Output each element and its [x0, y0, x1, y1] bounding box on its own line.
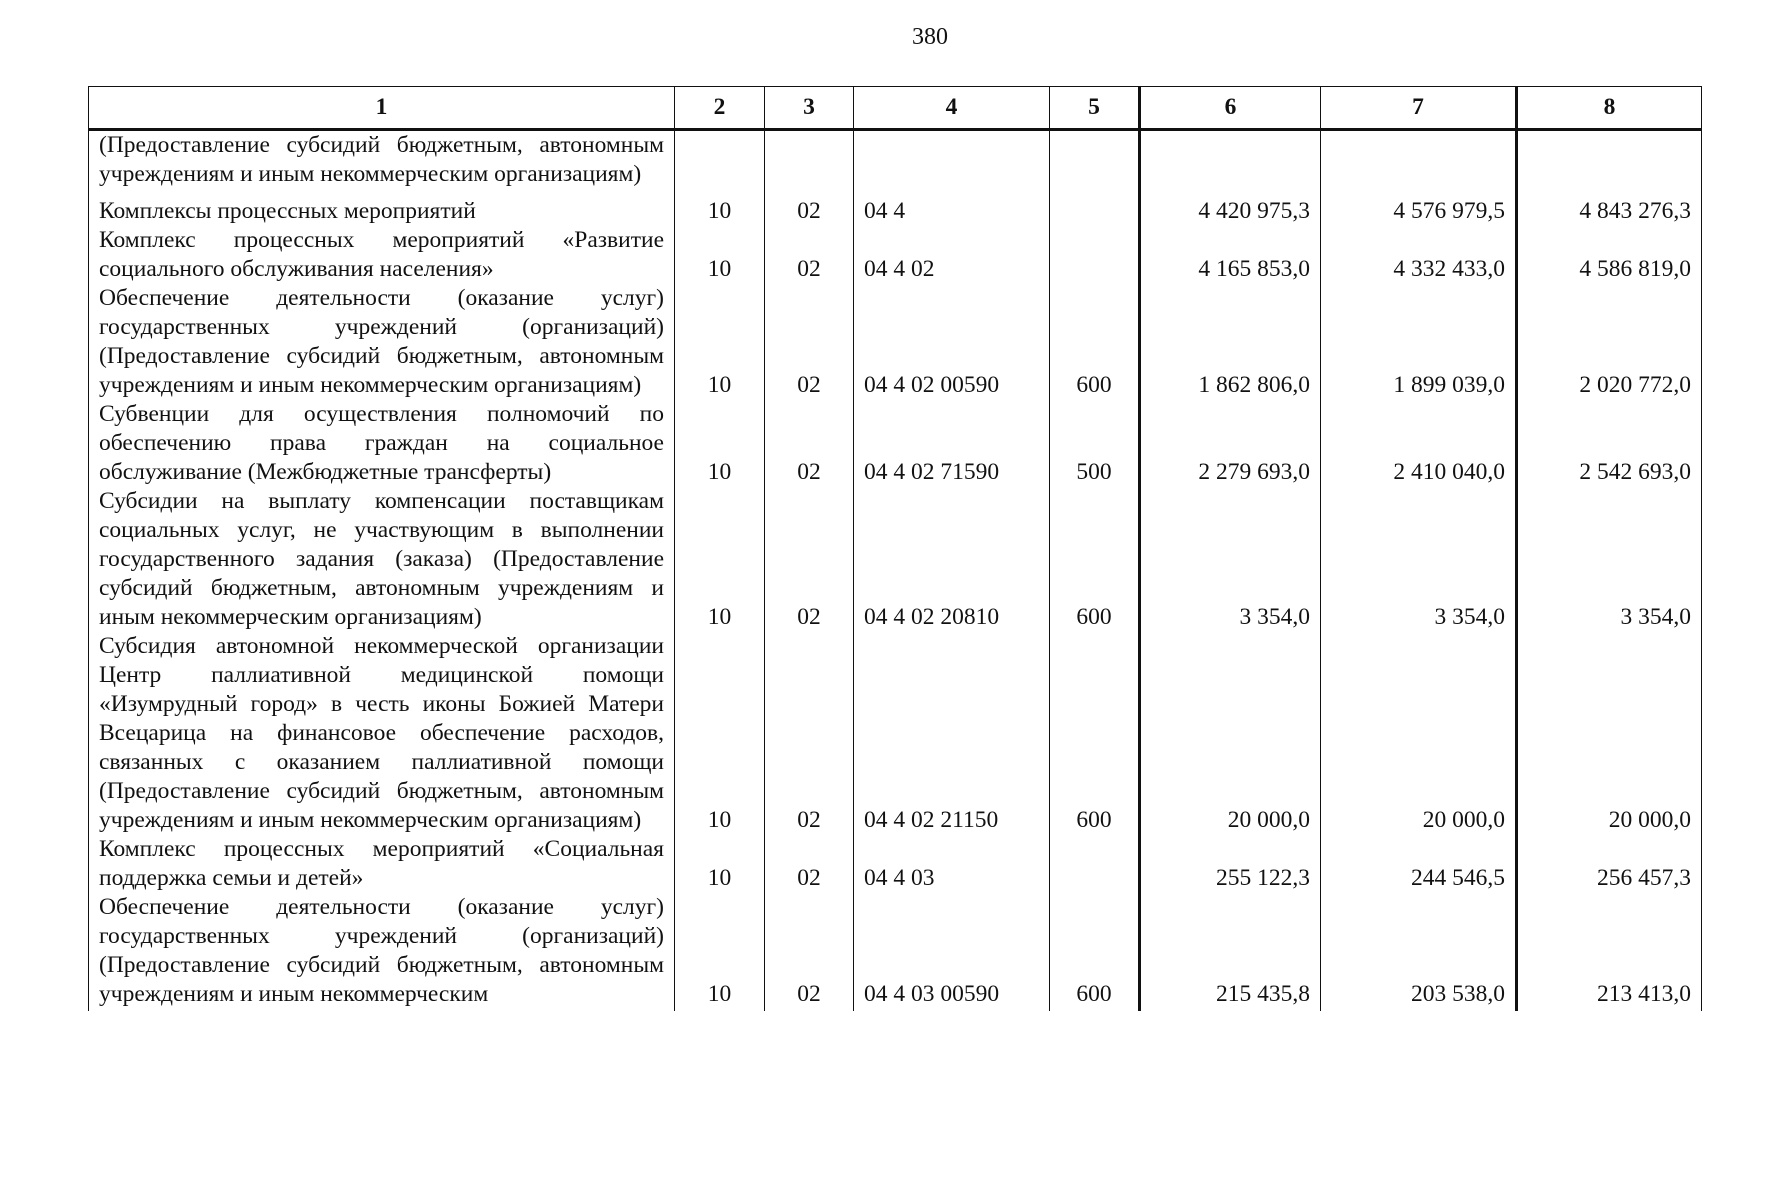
- table-row: [89, 835, 1702, 893]
- table-cell-subsection: 02: [765, 400, 854, 487]
- table-cell-name: Обеспечение деятельности (оказание услуг) государственных учреждений (организаций) (Предоставление субсидий бюджетным, автономным учреждениям и иным некоммерческим организациям): [89, 284, 675, 400]
- table-cell-subsection: 02: [765, 632, 854, 835]
- table-cell-amount-year1: 2 279 693,0: [1140, 400, 1321, 487]
- table-row: [89, 197, 1702, 226]
- table-cell-name: Обеспечение деятельности (оказание услуг) государственных учреждений (организаций) (Предоставление субсидий бюджетным, автономным учреждениям и иным некоммерческим: [89, 893, 675, 1011]
- table-cell-expense-type: 600: [1050, 893, 1140, 1011]
- table-cell-expense-type: 500: [1050, 400, 1140, 487]
- table-cell-expense-type: 600: [1050, 284, 1140, 400]
- table-cell-amount-year1: 1 862 806,0: [1140, 284, 1321, 400]
- table-cell-amount-year1: [1140, 130, 1321, 190]
- table-cell-target-article: 04 4 03 00590: [854, 893, 1050, 1011]
- table-cell-expense-type: [1050, 197, 1140, 226]
- table-cell-target-article: 04 4 02 00590: [854, 284, 1050, 400]
- spacer-cell: [765, 189, 854, 197]
- table-cell-amount-year2: 1 899 039,0: [1321, 284, 1517, 400]
- table-cell-section: 10: [675, 632, 765, 835]
- table-cell-subsection: 02: [765, 835, 854, 893]
- col-header-3: 3: [765, 87, 854, 130]
- table-row: [89, 284, 1702, 400]
- col-header-5: 5: [1050, 87, 1140, 130]
- table-row: [89, 632, 1702, 835]
- table-cell-subsection: [765, 130, 854, 190]
- row-spacer: [89, 189, 1702, 197]
- table-row: [89, 487, 1702, 632]
- table-cell-target-article: 04 4 02 21150: [854, 632, 1050, 835]
- col-header-1: 1: [89, 87, 675, 130]
- table-cell-amount-year1: 4 420 975,3: [1140, 197, 1321, 226]
- table-cell-section: 10: [675, 835, 765, 893]
- table-row: [89, 400, 1702, 487]
- table-row: [89, 130, 1702, 190]
- table-cell-subsection: 02: [765, 284, 854, 400]
- table-cell-section: 10: [675, 197, 765, 226]
- table-cell-amount-year3: 4 843 276,3: [1517, 197, 1702, 226]
- table-cell-target-article: 04 4 02: [854, 226, 1050, 284]
- table-cell-amount-year3: 2 020 772,0: [1517, 284, 1702, 400]
- table-cell-amount-year1: 4 165 853,0: [1140, 226, 1321, 284]
- table-cell-amount-year2: 244 546,5: [1321, 835, 1517, 893]
- spacer-cell: [854, 189, 1050, 197]
- table-body: [89, 130, 1702, 1012]
- table-cell-expense-type: [1050, 130, 1140, 190]
- table-cell-name: Субсидии на выплату компенсации поставщикам социальных услуг, не участвующим в выполнении государственного задания (заказа) (Предоставление субсидий бюджетным, автономным учреждениям и иным некоммерческим организациям): [89, 487, 675, 632]
- header-row: [89, 87, 1702, 130]
- spacer-cell: [1321, 189, 1517, 197]
- table-cell-amount-year3: [1517, 130, 1702, 190]
- table-cell-subsection: 02: [765, 197, 854, 226]
- table-cell-target-article: [854, 130, 1050, 190]
- table-cell-amount-year3: 2 542 693,0: [1517, 400, 1702, 487]
- table-cell-section: 10: [675, 893, 765, 1011]
- table-cell-amount-year3: 256 457,3: [1517, 835, 1702, 893]
- table-cell-subsection: 02: [765, 487, 854, 632]
- spacer-cell: [1140, 189, 1321, 197]
- table-cell-amount-year3: 3 354,0: [1517, 487, 1702, 632]
- table-cell-target-article: 04 4 03: [854, 835, 1050, 893]
- table-cell-target-article: 04 4 02 71590: [854, 400, 1050, 487]
- table-cell-amount-year2: 4 332 433,0: [1321, 226, 1517, 284]
- table-cell-amount-year2: 4 576 979,5: [1321, 197, 1517, 226]
- table-cell-amount-year2: 2 410 040,0: [1321, 400, 1517, 487]
- table-cell-expense-type: [1050, 226, 1140, 284]
- table-cell-expense-type: 600: [1050, 487, 1140, 632]
- table-cell-amount-year3: 213 413,0: [1517, 893, 1702, 1011]
- spacer-cell: [1050, 189, 1140, 197]
- table-cell-subsection: 02: [765, 893, 854, 1011]
- table-cell-name: Комплекс процессных мероприятий «Социальная поддержка семьи и детей»: [89, 835, 675, 893]
- col-header-7: 7: [1321, 87, 1517, 130]
- table-cell-amount-year2: 20 000,0: [1321, 632, 1517, 835]
- spacer-cell: [1517, 189, 1702, 197]
- table-row: [89, 893, 1702, 1011]
- table-cell-amount-year3: 4 586 819,0: [1517, 226, 1702, 284]
- col-header-2: 2: [675, 87, 765, 130]
- table-cell-subsection: 02: [765, 226, 854, 284]
- table-cell-amount-year2: 3 354,0: [1321, 487, 1517, 632]
- table-cell-section: 10: [675, 284, 765, 400]
- table-cell-amount-year1: 20 000,0: [1140, 632, 1321, 835]
- col-header-4: 4: [854, 87, 1050, 130]
- table-cell-amount-year1: 3 354,0: [1140, 487, 1321, 632]
- budget-table: [88, 86, 1702, 1011]
- table-cell-amount-year1: 255 122,3: [1140, 835, 1321, 893]
- table-cell-name: Комплекс процессных мероприятий «Развитие социального обслуживания населения»: [89, 226, 675, 284]
- table-cell-amount-year2: [1321, 130, 1517, 190]
- table-cell-name: (Предоставление субсидий бюджетным, автономным учреждениям и иным некоммерческим организациям): [89, 130, 675, 190]
- table-cell-expense-type: [1050, 835, 1140, 893]
- table-row: [89, 226, 1702, 284]
- table-cell-target-article: 04 4: [854, 197, 1050, 226]
- table-cell-name: Субсидия автономной некоммерческой организации Центр паллиативной медицинской помощи «Изумрудный город» в честь иконы Божией Матери Всецарица на финансовое обеспечение расходов, связанных с оказанием паллиативной помощи (Предоставление субсидий бюджетным, автономным учреждениям и иным некоммерческим организациям): [89, 632, 675, 835]
- table-cell-amount-year2: 203 538,0: [1321, 893, 1517, 1011]
- col-header-6: 6: [1140, 87, 1321, 130]
- table-cell-section: [675, 130, 765, 190]
- spacer-cell: [89, 189, 675, 197]
- table-cell-target-article: 04 4 02 20810: [854, 487, 1050, 632]
- spacer-cell: [675, 189, 765, 197]
- table-cell-name: Комплексы процессных мероприятий: [89, 197, 675, 226]
- table-cell-expense-type: 600: [1050, 632, 1140, 835]
- table-cell-name: Субвенции для осуществления полномочий по обеспечению права граждан на социальное обслуживание (Межбюджетные трансферты): [89, 400, 675, 487]
- table-cell-section: 10: [675, 487, 765, 632]
- table-cell-section: 10: [675, 226, 765, 284]
- table-cell-amount-year1: 215 435,8: [1140, 893, 1321, 1011]
- table-cell-amount-year3: 20 000,0: [1517, 632, 1702, 835]
- table-cell-section: 10: [675, 400, 765, 487]
- col-header-8: 8: [1517, 87, 1702, 130]
- page-number: 380: [912, 24, 948, 50]
